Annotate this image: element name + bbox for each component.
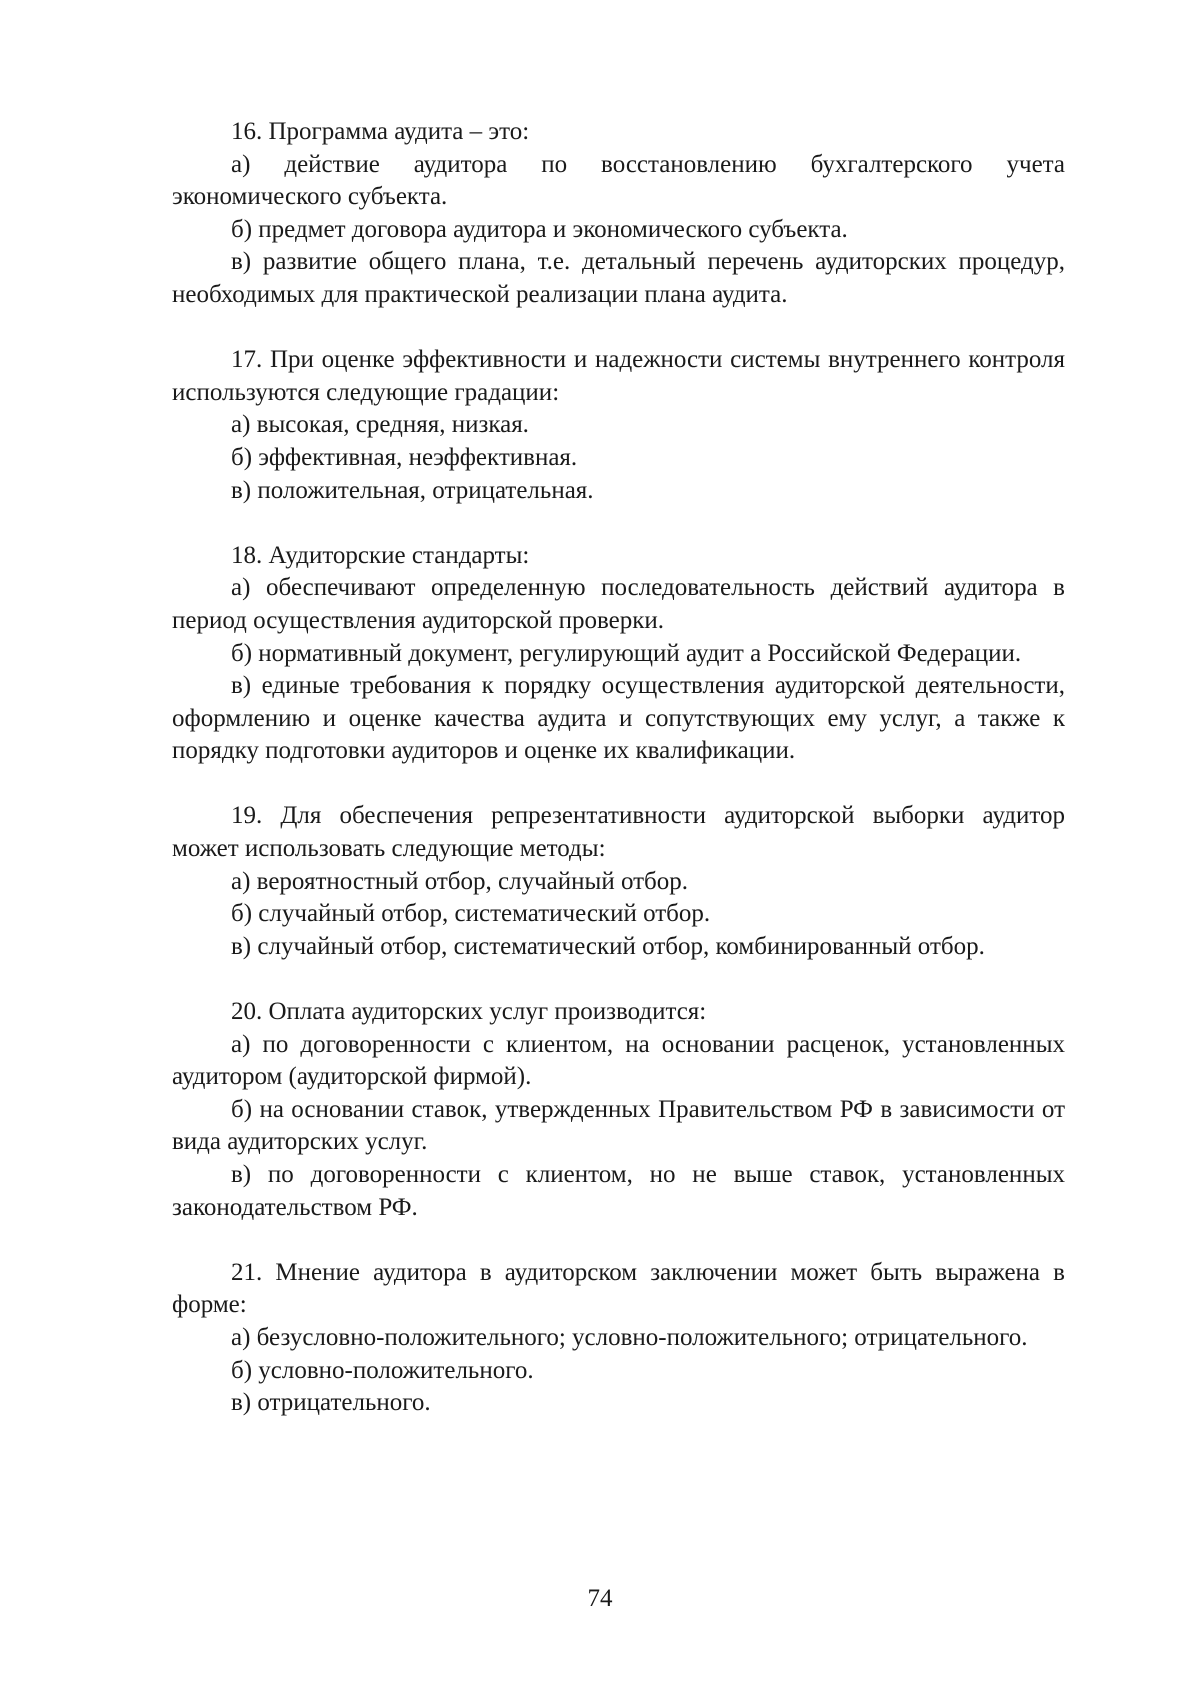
answer-option-b: б) на основании ставок, утвержденных Правительством РФ в зависимости от вида аудиторских услуг. bbox=[172, 1095, 1065, 1156]
question-17 bbox=[172, 344, 1065, 507]
answer-option-b: б) нормативный документ, регулирующий аудит а Российской Федерации. bbox=[231, 639, 1022, 667]
answer-option-a: а) высокая, средняя, низкая. bbox=[231, 411, 529, 439]
answer-option-a: а) безусловно-положительного; условно-положительного; отрицательного. bbox=[231, 1323, 1028, 1351]
question-text: 17. При оценке эффективности и надежности системы внутреннего контроля используются следующие градации: bbox=[172, 346, 1065, 406]
answer-option-c: в) развитие общего плана, т.е. детальный перечень аудиторских процедур, необходимых для практической реализации плана аудита. bbox=[172, 248, 1065, 308]
answer-option-a: а) обеспечивают определенную последовательность действий аудитора в период осуществления аудиторской проверки. bbox=[172, 574, 1065, 634]
answer-option-c: в) по договоренности с клиентом, но не выше ставок, установленных законодательством РФ. bbox=[172, 1161, 1065, 1221]
question-20 bbox=[172, 996, 1065, 1224]
question-16 bbox=[172, 116, 1065, 312]
question-18 bbox=[172, 540, 1065, 768]
answer-option-b: б) эффективная, неэффективная. bbox=[231, 443, 578, 471]
answer-option-c: в) положительная, отрицательная. bbox=[231, 476, 594, 504]
answer-option-c: в) единые требования к порядку осуществления аудиторской деятельности, оформлению и оценке качества аудита и сопутствующих ему услуг, а также к порядку подготовки аудиторов и оценке их квалификации. bbox=[172, 672, 1065, 765]
question-19 bbox=[172, 800, 1065, 963]
question-text: 16. Программа аудита – это: bbox=[231, 118, 530, 145]
answer-option-a: а) действие аудитора по восстановлению бухгалтерского учета экономического субъекта. bbox=[172, 150, 1065, 211]
page-number: 74 bbox=[587, 1585, 613, 1612]
answer-option-c: в) отрицательного. bbox=[231, 1389, 431, 1417]
answer-option-b: б) предмет договора аудитора и экономического субъекта. bbox=[231, 215, 848, 243]
answer-option-a: а) вероятностный отбор, случайный отбор. bbox=[231, 867, 689, 895]
question-text: 21. Мнение аудитора в аудиторском заключении может быть выражена в форме: bbox=[172, 1258, 1065, 1319]
question-text: 19. Для обеспечения репрезентативности аудиторской выборки аудитор может использовать следующие методы: bbox=[172, 802, 1065, 863]
document-page bbox=[172, 116, 1065, 1452]
answer-option-b: б) условно-положительного. bbox=[231, 1356, 534, 1384]
question-text: 20. Оплата аудиторских услуг производится: bbox=[231, 998, 707, 1026]
answer-option-a: а) по договоренности с клиентом, на основании расценок, установленных аудитором (аудиторской фирмой). bbox=[172, 1030, 1065, 1091]
answer-option-c: в) случайный отбор, систематический отбор, комбинированный отбор. bbox=[231, 932, 985, 960]
question-text: 18. Аудиторские стандарты: bbox=[231, 541, 530, 569]
answer-option-b: б) случайный отбор, систематический отбор. bbox=[231, 900, 711, 928]
question-21 bbox=[172, 1257, 1065, 1420]
